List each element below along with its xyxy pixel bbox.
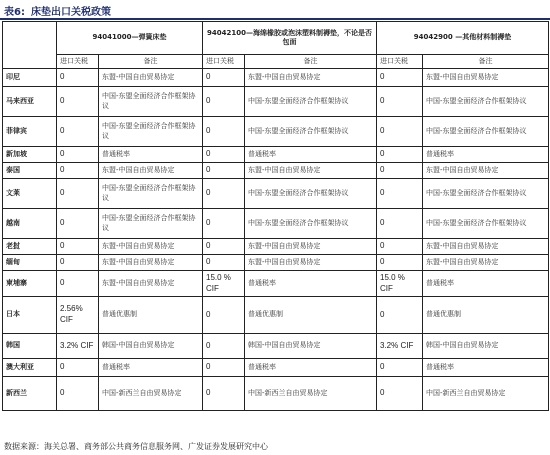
tariff-cell: 15.0 % CIF (377, 271, 423, 297)
tariff-cell: 3.2% CIF (377, 334, 423, 359)
table-row (3, 163, 549, 179)
tariff-cell: 0 (203, 377, 245, 411)
tariff-cell: 0 (57, 69, 99, 87)
tariff-cell: 0 (377, 239, 423, 255)
group-header: 94042900 —其他材料制褥垫 (377, 22, 549, 55)
tariff-column-header: 进口关税 (377, 55, 423, 69)
tariff-cell: 0 (377, 163, 423, 179)
tariff-cell: 0 (57, 147, 99, 163)
note-cell: 东盟-中国自由贸易协定 (423, 239, 549, 255)
note-cell: 中国-东盟全面经济合作框架协议 (245, 179, 377, 209)
tariff-cell: 0 (57, 359, 99, 377)
group-header: 94042100—海绵橡胶或泡沫塑料制褥垫，不论是否包面 (203, 22, 377, 55)
tariff-cell: 0 (377, 179, 423, 209)
corner-cell (3, 22, 57, 69)
tariff-cell: 3.2% CIF (57, 334, 99, 359)
tariff-cell: 0 (377, 255, 423, 271)
tariff-cell: 0 (377, 209, 423, 239)
note-cell: 普通税率 (245, 147, 377, 163)
tariff-cell: 0 (203, 147, 245, 163)
note-cell: 中国-新西兰自由贸易协定 (423, 377, 549, 411)
tariff-cell: 0 (57, 87, 99, 117)
note-cell: 普通优惠制 (245, 297, 377, 334)
tariff-cell: 0 (57, 179, 99, 209)
tariff-cell: 0 (203, 297, 245, 334)
table-row (3, 69, 549, 87)
tariff-cell: 0 (377, 377, 423, 411)
table-row (3, 87, 549, 117)
tariff-column-header: 进口关税 (57, 55, 99, 69)
group-header: 94041000—弹簧床垫 (57, 22, 203, 55)
source-note: 数据来源：海关总署、商务部公共商务信息服务网、广发证券发展研究中心 (4, 442, 268, 451)
note-cell: 东盟-中国自由贸易协定 (423, 69, 549, 87)
tariff-cell: 0 (203, 69, 245, 87)
tariff-cell: 0 (57, 239, 99, 255)
note-cell: 中国-新西兰自由贸易协定 (99, 377, 203, 411)
country-cell: 柬埔寨 (3, 271, 57, 297)
table-row (3, 179, 549, 209)
country-cell: 老挝 (3, 239, 57, 255)
tariff-cell: 0 (203, 209, 245, 239)
country-cell: 日本 (3, 297, 57, 334)
table-row (3, 209, 549, 239)
note-cell: 普通税率 (423, 359, 549, 377)
table-row (3, 117, 549, 147)
note-cell: 普通税率 (423, 271, 549, 297)
note-cell: 东盟-中国自由贸易协定 (99, 163, 203, 179)
note-cell: 韩国-中国自由贸易协定 (99, 334, 203, 359)
tariff-cell: 0 (203, 179, 245, 209)
note-cell: 中国-东盟全面经济合作框架协议 (245, 209, 377, 239)
tariff-cell: 0 (203, 359, 245, 377)
note-cell: 东盟-中国自由贸易协定 (423, 255, 549, 271)
country-cell: 新加坡 (3, 147, 57, 163)
country-cell: 印尼 (3, 69, 57, 87)
tariff-cell: 0 (203, 163, 245, 179)
note-cell: 韩国-中国自由贸易协定 (423, 334, 549, 359)
note-cell: 普通税率 (245, 271, 377, 297)
tariff-cell: 0 (203, 87, 245, 117)
table-row (3, 255, 549, 271)
tariff-cell: 0 (377, 297, 423, 334)
country-cell: 马来西亚 (3, 87, 57, 117)
note-cell: 东盟-中国自由贸易协定 (99, 255, 203, 271)
country-cell: 泰国 (3, 163, 57, 179)
table-row (3, 359, 549, 377)
tariff-cell: 0 (57, 209, 99, 239)
tariff-cell: 15.0 % CIF (203, 271, 245, 297)
note-cell: 东盟-中国自由贸易协定 (245, 255, 377, 271)
tariff-cell: 0 (377, 117, 423, 147)
tariff-cell: 0 (377, 69, 423, 87)
tariff-cell: 0 (377, 87, 423, 117)
tariff-cell: 0 (377, 147, 423, 163)
tariff-cell: 0 (57, 163, 99, 179)
note-cell: 东盟-中国自由贸易协定 (99, 239, 203, 255)
note-cell: 东盟-中国自由贸易协定 (245, 163, 377, 179)
table-title-text: 床垫出口关税政策 (30, 6, 111, 18)
note-cell: 东盟-中国自由贸易协定 (99, 69, 203, 87)
note-cell: 东盟-中国自由贸易协定 (245, 239, 377, 255)
table-number: 表6: (4, 6, 25, 18)
country-cell: 新西兰 (3, 377, 57, 411)
tariff-cell: 0 (203, 239, 245, 255)
note-cell: 东盟-中国自由贸易协定 (245, 69, 377, 87)
table-title (4, 2, 111, 18)
note-cell: 中国-东盟全面经济合作框架协议 (423, 117, 549, 147)
note-column-header: 备注 (245, 55, 377, 69)
tariff-cell: 0 (203, 334, 245, 359)
country-cell: 菲律宾 (3, 117, 57, 147)
tariff-cell: 0 (57, 377, 99, 411)
note-cell: 中国-东盟全面经济合作框架协议 (99, 209, 203, 239)
country-cell: 越南 (3, 209, 57, 239)
table-row (3, 377, 549, 411)
tariff-cell: 0 (203, 255, 245, 271)
note-cell: 中国-东盟全面经济合作框架协议 (423, 209, 549, 239)
note-cell: 普通优惠制 (423, 297, 549, 334)
tariff-cell: 0 (377, 359, 423, 377)
note-column-header: 备注 (99, 55, 203, 69)
country-cell: 澳大利亚 (3, 359, 57, 377)
note-column-header: 备注 (423, 55, 549, 69)
note-cell: 中国-新西兰自由贸易协定 (245, 377, 377, 411)
country-cell: 文莱 (3, 179, 57, 209)
tariff-cell: 0 (57, 117, 99, 147)
note-cell: 东盟-中国自由贸易协定 (423, 163, 549, 179)
tariff-cell: 0 (57, 271, 99, 297)
tariff-column-header: 进口关税 (203, 55, 245, 69)
tariff-cell: 0 (57, 255, 99, 271)
table-row (3, 271, 549, 297)
country-cell: 缅甸 (3, 255, 57, 271)
note-cell: 中国-东盟全面经济合作框架协议 (99, 87, 203, 117)
table-row (3, 239, 549, 255)
note-cell: 东盟-中国自由贸易协定 (99, 271, 203, 297)
note-cell: 普通税率 (245, 359, 377, 377)
note-cell: 韩国-中国自由贸易协定 (245, 334, 377, 359)
note-cell: 普通税率 (423, 147, 549, 163)
tariff-table (2, 21, 549, 411)
table-row (3, 334, 549, 359)
note-cell: 中国-东盟全面经济合作框架协议 (245, 117, 377, 147)
tariff-cell: 0 (203, 117, 245, 147)
tariff-cell: 2.56% CIF (57, 297, 99, 334)
country-cell: 韩国 (3, 334, 57, 359)
note-cell: 中国-东盟全面经济合作框架协议 (99, 117, 203, 147)
note-cell: 普通税率 (99, 147, 203, 163)
note-cell: 中国-东盟全面经济合作框架协议 (423, 87, 549, 117)
title-divider (0, 18, 550, 20)
table-row (3, 297, 549, 334)
note-cell: 普通税率 (99, 359, 203, 377)
note-cell: 中国-东盟全面经济合作框架协议 (245, 87, 377, 117)
note-cell: 普通优惠制 (99, 297, 203, 334)
note-cell: 中国-东盟全面经济合作框架协议 (423, 179, 549, 209)
table-row (3, 147, 549, 163)
note-cell: 中国-东盟全面经济合作框架协议 (99, 179, 203, 209)
